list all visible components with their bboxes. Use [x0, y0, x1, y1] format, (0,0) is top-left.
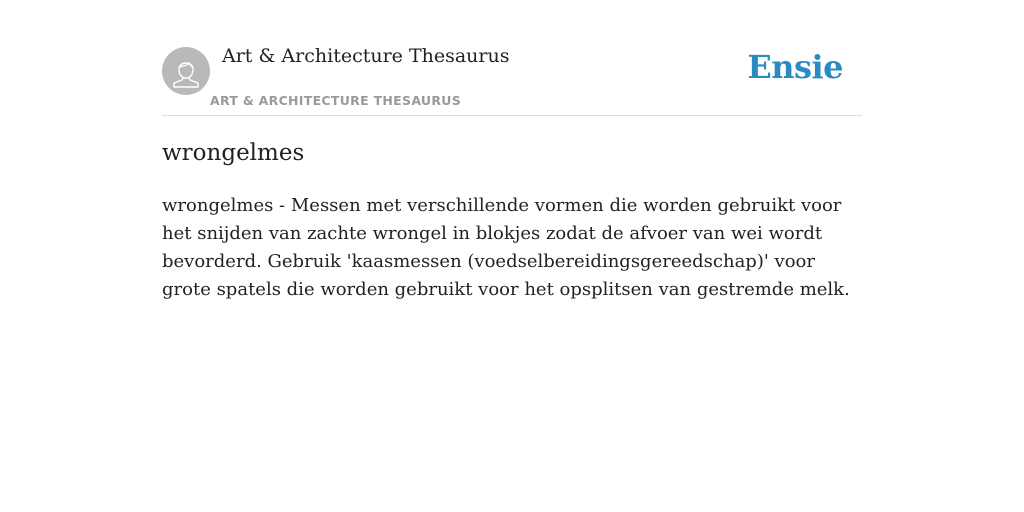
source-label: ART & ARCHITECTURE THESAURUS [210, 93, 462, 108]
user-silhouette-icon [162, 47, 210, 95]
entry-title: wrongelmes [162, 140, 305, 166]
author-avatar[interactable] [162, 47, 210, 95]
author-name-link[interactable]: Art & Architecture Thesaurus [222, 45, 510, 67]
ensie-logo[interactable]: Ensie [747, 48, 843, 86]
entry-definition: wrongelmes - Messen met verschillende vormen die worden gebruikt voor het snijden van zachte wrongel in blokjes zodat de afvoer van wei wordt bevorderd. Gebruik 'kaasmessen (voedselbereidingsgereedschap)' voor grote spatels die worden gebruikt voor het opsplitsen van gestremde melk. [162, 195, 850, 300]
entry-header [162, 0, 862, 116]
page-container [162, 0, 862, 300]
